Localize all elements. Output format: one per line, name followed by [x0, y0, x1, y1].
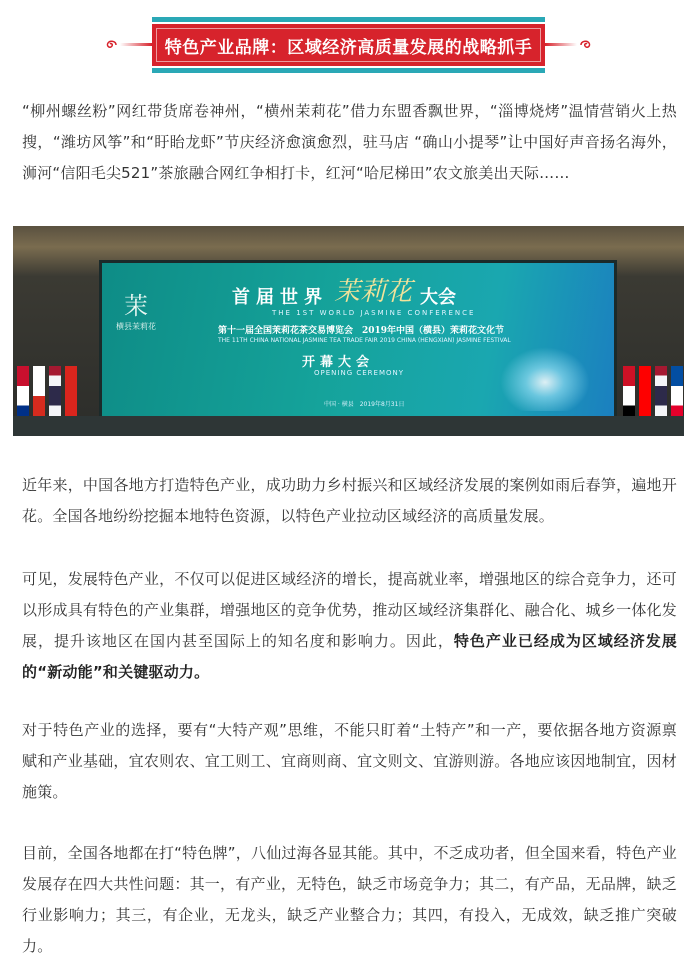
screen-subtitle-en: THE 1ST WORLD JASMINE CONFERENCE	[272, 309, 476, 317]
jasmine-conference-photo	[13, 226, 684, 436]
banner-title-box	[152, 24, 545, 66]
paragraph-selection: 对于特色产业的选择，要有“大特产观”思维，不能只盯着“土特产”和一产，要依据各地方资源禀赋和产业基础，宜农则农、宜工则工、宜商则商、宜文则文、宜游则游。各地应该因地制宜，因材施策。	[22, 721, 677, 801]
screen-title-a: 首届世界	[232, 287, 328, 308]
screen-ceremony: 开幕大会	[302, 355, 375, 370]
banner-right-rule	[545, 43, 577, 46]
banner-title: 特色产业品牌：区域经济高质量发展的战略抓手	[164, 37, 533, 58]
screen-title-c: 大会	[420, 287, 456, 308]
stage-screen	[99, 260, 617, 422]
screen-title-b: 茉莉花	[334, 277, 413, 307]
jasmine-logo-text: 横县茉莉花	[116, 322, 156, 331]
paragraph-benefits-text: 可见，发展特色产业，不仅可以促进区域经济的增长，提高就业率，增强地区的综合竞争力，还可以形成具有特色的产业集群，增强地区的竞争优势，推动区域经济集群化、融合化、城乡一体化发展，提升该地区在国内甚至国际上的知名度和影响力。因此，	[22, 570, 677, 650]
paragraph-cases: 近年来，中国各地方打造特色产业，成功助力乡村振兴和区域经济发展的案例如雨后春笋，遍地开花。全国各地纷纷挖掘本地特色资源，以特色产业拉动区域经济的高质量发展。	[22, 476, 677, 525]
banner-top-stripe	[152, 17, 545, 22]
screen-event-line-en: THE 11TH CHINA NATIONAL JASMINE TEA TRADE FAIR 2019 CHINA (HENGXIAN) JASMINE FESTIVAL	[218, 337, 511, 344]
paragraph-benefits-emphasis: 特色产业已经成为区域经济发展的“新动能”和关键驱动力。	[22, 632, 677, 681]
screen-event-line: 第十一届全国茉莉花茶交易博览会 2019年中国（横县）茉莉花文化节	[218, 326, 505, 336]
stage-floor	[13, 416, 684, 436]
section-header-banner	[0, 0, 697, 88]
jasmine-logo-mark: 茉	[124, 292, 148, 320]
banner-bottom-stripe	[152, 68, 545, 73]
screen-date-line: 中国 · 横县 2019年8月31日	[324, 401, 405, 408]
banner-left-rule	[120, 43, 152, 46]
paragraph-problems: 目前，全国各地都在打“特色牌”，八仙过海各显其能。其中，不乏成功者，但全国来看，特色产业发展存在四大共性问题：其一，有产业，无特色，缺乏市场竞争力；其二，有产品，无品牌，缺乏行业影响力；其三，有企业，无龙头，缺乏产业整合力；其四，有投入，无成效，缺乏推广突破力。	[22, 844, 677, 955]
screen-ceremony-en: OPENING CEREMONY	[314, 369, 404, 377]
paragraph-benefits	[22, 564, 677, 688]
jasmine-flower-graphic	[500, 347, 590, 411]
right-swirl-icon	[579, 38, 593, 52]
intro-paragraph: “柳州螺丝粉”网红带货席卷神州，“横州茉莉花”借力东盟香飘世界，“淄博烧烤”温情营销火上热搜，“潍坊风筝”和“盱眙龙虾”节庆经济愈演愈烈，驻马店 “确山小提琴”让中国好声音扬名海外，浉河“信阳毛尖521”茶旅融合网红争相打卡，红河“哈尼梯田”农文旅美出天际……	[22, 102, 677, 182]
jasmine-logo	[116, 291, 156, 357]
left-swirl-icon	[104, 38, 118, 52]
